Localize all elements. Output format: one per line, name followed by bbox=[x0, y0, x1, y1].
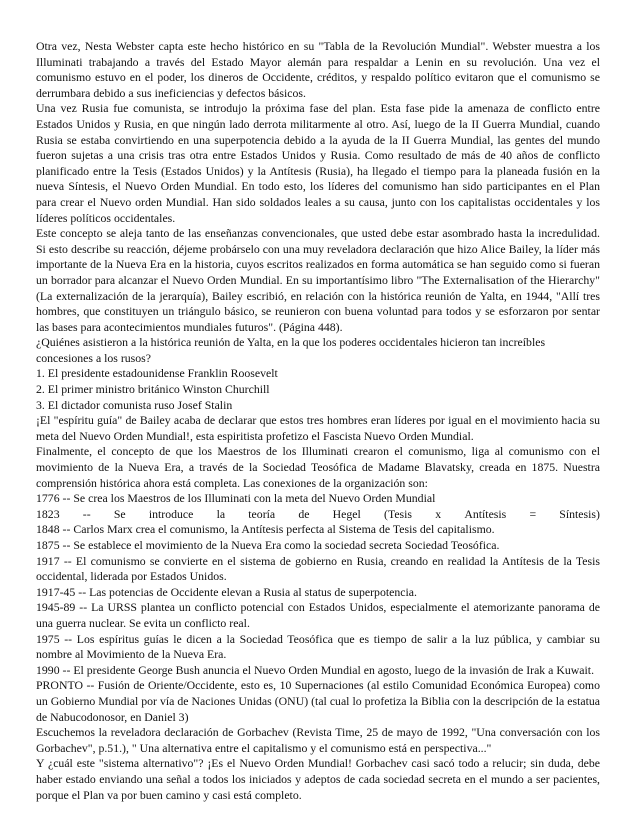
timeline-1823-word: -- bbox=[82, 506, 91, 521]
timeline-1975: 1975 -- Los espíritus guías le dicen a la Sociedad Teosófica que es tiempo de salir a la luz pública, y cambiar su nombre al Movimiento de la Nueva Era. bbox=[36, 631, 600, 662]
timeline-1823-word: la bbox=[216, 506, 226, 521]
timeline-1823-word: Antítesis bbox=[464, 506, 507, 521]
list-item-roosevelt: 1. El presidente estadounidense Franklin Roosevelt bbox=[36, 366, 278, 381]
timeline-1823-word: introduce bbox=[148, 506, 194, 521]
timeline-1823-word: 1823 bbox=[36, 506, 60, 521]
timeline-pronto: PRONTO -- Fusión de Oriente/Occidente, esto es, 10 Supernaciones (al estilo Comunidad Económica Europea) como un Gobierno Mundial por vía de Naciones Unidas (ONU) (tal cual lo profetiza la Biblia con la descripción de la estatua de Nabucodonosor, en Daniel 3) bbox=[36, 678, 600, 724]
paragraph-next-phase: Una vez Rusia fue comunista, se introdujo la próxima fase del plan. Esta fase pide la amenaza de conflicto entre Estados Unidos y Rusia, en que ningún lado derrota militarmente al otro. Así, luego de la II Guerra Mundial, cuando Rusia se estaba convirtiendo en una superpotencia debido a la ayuda de la II Guerra Mundial, las gentes del mundo fueron sujetas a una crisis tras otra entre Estados Unidos y Rusia. Como resultado de más de 40 años de conflicto planificado entre la Tesis (Estados Unidos) y la Antítesis (Rusia), ha llegado el tiempo para la planeada fusión en la nueva Síntesis, el Nuevo Orden Mundial. En todo esto, los líderes del comunismo han sido participantes en el Plan para crear el Nuevo orden Mundial. Han sido soldados leales a su causa, junto con los capitalistas occidentales y los líderes políticos occidentales. bbox=[36, 101, 600, 225]
timeline-1823-word: = bbox=[529, 506, 537, 521]
paragraph-spirit-guide: ¡El "espíritu guía" de Bailey acaba de declarar que estos tres hombres eran líderes por igual en el movimiento hacia su meta del Nuevo Orden Mundial!, esta espiritista profetizo el Fascista Nuevo Orden Mundial. bbox=[36, 413, 600, 443]
timeline-1823-word: Hegel bbox=[332, 506, 361, 521]
paragraph-alice-bailey: Este concepto se aleja tanto de las enseñanzas convencionales, que usted debe estar asombrado hasta la incredulidad. Si esto describe su reacción, déjeme probárselo con una muy reveladora declaración que hizo Alice Bailey, la líder más importante de la Nueva Era en la historia, cuyos escritos realizados en forma automática se han seguido como si fueran un borrador para alcanzar el Nuevo Orden Mundial. En su importantísimo libro "The Externalisation of the Hierarchy" (La externalización de la jerarquía), Bailey escribió, en relación con la histórica reunión de Yalta, en 1944, "Allí tres hombres, que constituyen un triángulo básico, se reunieron con buena voluntad para todos y se esforzaron por sentar las bases para acontecimientos mundiales futuros". (Página 448). bbox=[36, 226, 600, 334]
paragraph-webster: Otra vez, Nesta Webster capta este hecho histórico en su "Tabla de la Revolución Mundial". Webster muestra a los Illuminati trabajando a través del Estado Mayor alemán para respaldar a Lenin en su revolución. Una vez el comunismo estuvo en el poder, los dineros de Occidente, créditos, y respaldo político evitaron que el comunismo se derrumbara debido a sus ineficiencias y defectos básicos. bbox=[36, 39, 600, 100]
timeline-1823-word: Se bbox=[113, 506, 126, 521]
paragraph-finally: Finalmente, el concepto de que los Maestros de los Illuminati crearon el comunismo, liga al comunismo con el movimiento de la Nueva Era, a través de la Sociedad Teosófica de Madame Blavatsky, creada en 1875. Nuestra comprensión histórica ahora está completa. Las conexiones de la organización son: bbox=[36, 444, 600, 490]
timeline-1848: 1848 -- Carlos Marx crea el comunismo, la Antítesis perfecta al Sistema de Tesis del capitalismo. bbox=[36, 522, 495, 537]
timeline-1823-word: de bbox=[298, 506, 310, 521]
timeline-1823-word: x bbox=[435, 506, 442, 521]
timeline-1823 bbox=[36, 507, 600, 523]
list-item-churchill: 2. El primer ministro británico Winston Churchill bbox=[36, 382, 270, 397]
paragraph-yalta-question: ¿Quiénes asistieron a la histórica reunión de Yalta, en la que los poderes occidentales hicieron tan increíbles concesiones a los rusos? bbox=[36, 335, 546, 365]
timeline-1990: 1990 -- El presidente George Bush anuncia el Nuevo Orden Mundial en agosto, luego de la invasión de Irak a Kuwait. bbox=[36, 662, 595, 677]
paragraph-gorbachev: Escuchemos la reveladora declaración de Gorbachev (Revista Time, 25 de mayo de 1992, "Una conversación con los Gorbachev", p.51.), " Una alternativa entre el capitalismo y el comunismo está en perspectiva..." bbox=[36, 725, 600, 755]
timeline-1823-word: Síntesis) bbox=[559, 506, 600, 521]
timeline-1823-word: teoría bbox=[248, 506, 276, 521]
timeline-1917: 1917 -- El comunismo se convierte en el sistema de gobierno en Rusia, creando en realidad la Antítesis de la Tesis occidental, liderada por Estados Unidos. bbox=[36, 553, 600, 584]
list-item-stalin: 3. El dictador comunista ruso Josef Stalin bbox=[36, 397, 233, 412]
timeline-1875: 1875 -- Se establece el movimiento de la Nueva Era como la sociedad secreta Sociedad Teosófica. bbox=[36, 538, 500, 552]
paragraph-alternative-system: Y ¿cuál este "sistema alternativo"? ¡Es el Nuevo Orden Mundial! Gorbachev casi sacó todo a relucir; sin duda, debe haber estado enviando una señal a todos los iniciados y adeptos de cada sociedad secreta en el mundo a ser pacientes, porque el Plan va por buen camino y casi está completo. bbox=[36, 756, 600, 802]
timeline-1945-89: 1945-89 -- La URSS plantea un conflicto potencial con Estados Unidos, especialmente el atemorizante panorama de una guerra nuclear. Se evita un conflicto real. bbox=[36, 600, 600, 630]
timeline-1823-word: (Tesis bbox=[384, 506, 413, 521]
timeline-1776: 1776 -- Se crea los Maestros de los Illuminati con la meta del Nuevo Orden Mundial bbox=[36, 491, 436, 506]
timeline-1917-45: 1917-45 -- Las potencias de Occidente elevan a Rusia al status de superpotencia. bbox=[36, 584, 417, 599]
